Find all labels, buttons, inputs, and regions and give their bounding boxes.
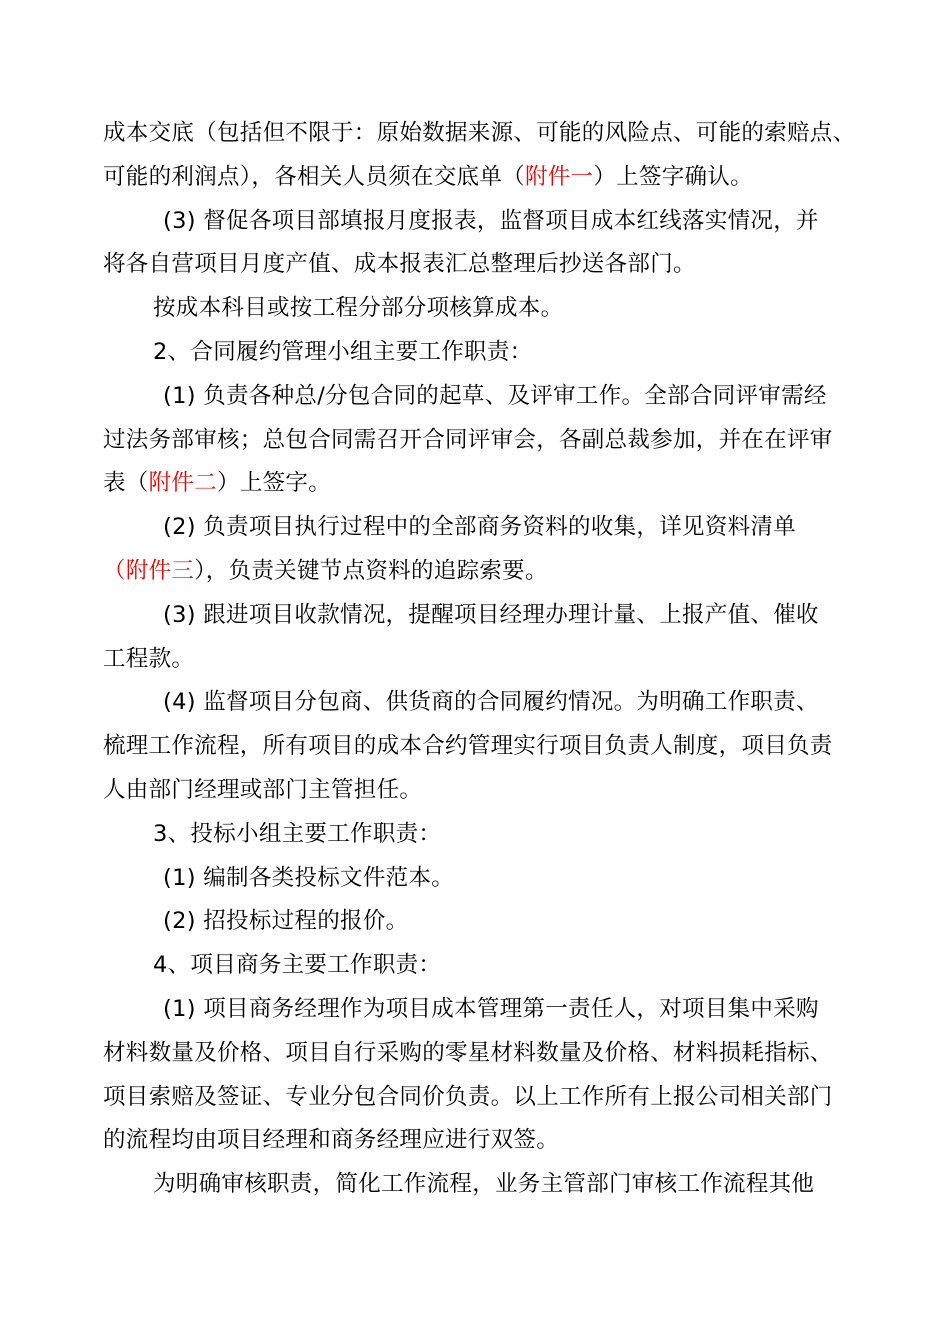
text-line — [103, 1119, 863, 1163]
text-segment: (4) 监督项目分包商、供货商的合同履约情况。为明确工作职责、 — [163, 689, 819, 716]
text-line — [103, 725, 863, 769]
text-line — [103, 243, 863, 287]
document-body — [103, 112, 863, 1207]
text-line — [103, 1076, 863, 1120]
text-segment: 表（ — [103, 470, 149, 497]
text-segment: ）上签字。 — [217, 470, 332, 497]
text-segment: (3) 跟进项目收款情况，提醒项目经理办理计量、上报产值、催收 — [163, 601, 819, 628]
text-line — [103, 156, 863, 200]
attachment-reference: 附件三 — [125, 557, 195, 584]
text-segment: (2) 负责项目执行过程中的全部商务资料的收集，详见资料清单 — [163, 514, 797, 541]
text-segment: 成本交底（包括但不限于：原始数据来源、可能的风险点、可能的索赔点、 — [103, 120, 856, 146]
text-line — [103, 375, 863, 419]
text-line — [103, 900, 863, 944]
attachment-reference: 附件二 — [148, 470, 218, 497]
text-segment: 4、项目商务主要工作职责： — [153, 952, 442, 979]
attachment-reference: （ — [103, 557, 126, 584]
text-segment: (1) 项目商务经理作为项目成本管理第一责任人，对项目集中采购 — [163, 995, 819, 1022]
text-line — [103, 988, 863, 1032]
text-segment: 2、合同履约管理小组主要工作职责： — [153, 338, 533, 365]
text-segment: 可能的利润点），各相关人员须在交底单（ — [103, 163, 525, 190]
text-line — [103, 769, 863, 813]
text-line — [103, 1032, 863, 1076]
text-segment: 人由部门经理或部门主管担任。 — [103, 776, 423, 803]
text-segment: 过法务部审核；总包合同需召开合同评审会，各副总裁参加，并在在评审 — [103, 426, 833, 453]
text-segment: 项目索赔及签证、专业分包合同价负责。以上工作所有上报公司相关部门 — [103, 1083, 833, 1110]
text-line — [103, 813, 863, 857]
text-segment: (2) 招投标过程的报价。 — [163, 908, 409, 935]
text-segment: 3、投标小组主要工作职责： — [153, 820, 442, 847]
text-line — [103, 1163, 863, 1207]
text-segment: 将各自营项目月度产值、成本报表汇总整理后抄送各部门。 — [103, 251, 696, 278]
text-line — [103, 594, 863, 638]
text-line — [103, 331, 863, 375]
text-segment: 工程款。 — [103, 645, 195, 672]
text-segment: (3) 督促各项目部填报月度报表，监督项目成本红线落实情况，并 — [163, 207, 819, 234]
text-segment: 按成本科目或按工程分部分项核算成本。 — [153, 295, 564, 322]
text-line — [103, 112, 863, 156]
text-segment: ），负责关键节点资料的追踪索要。 — [194, 557, 548, 584]
text-line — [103, 550, 863, 594]
text-line — [103, 287, 863, 331]
text-line — [103, 638, 863, 682]
text-line — [103, 419, 863, 463]
text-segment: 的流程均由项目经理和商务经理应进行双签。 — [103, 1127, 560, 1154]
text-line — [103, 506, 863, 550]
text-line — [103, 462, 863, 506]
text-line — [103, 944, 863, 988]
text-line — [103, 681, 863, 725]
text-line — [103, 857, 863, 901]
text-segment: (1) 负责各种总/分包合同的起草、及评审工作。全部合同评审需经 — [163, 382, 827, 409]
text-segment: (1) 编制各类投标文件范本。 — [163, 864, 455, 891]
text-line — [103, 200, 863, 244]
text-segment: 为明确审核职责，简化工作流程，业务主管部门审核工作流程其他 — [153, 1171, 815, 1198]
text-segment: ）上签字确认。 — [593, 163, 753, 190]
text-segment: 梳理工作流程，所有项目的成本合约管理实行项目负责人制度，项目负责 — [103, 733, 833, 760]
text-segment: 材料数量及价格、项目自行采购的零星材料数量及价格、材料损耗指标、 — [103, 1039, 833, 1066]
attachment-reference: 附件一 — [524, 163, 594, 190]
